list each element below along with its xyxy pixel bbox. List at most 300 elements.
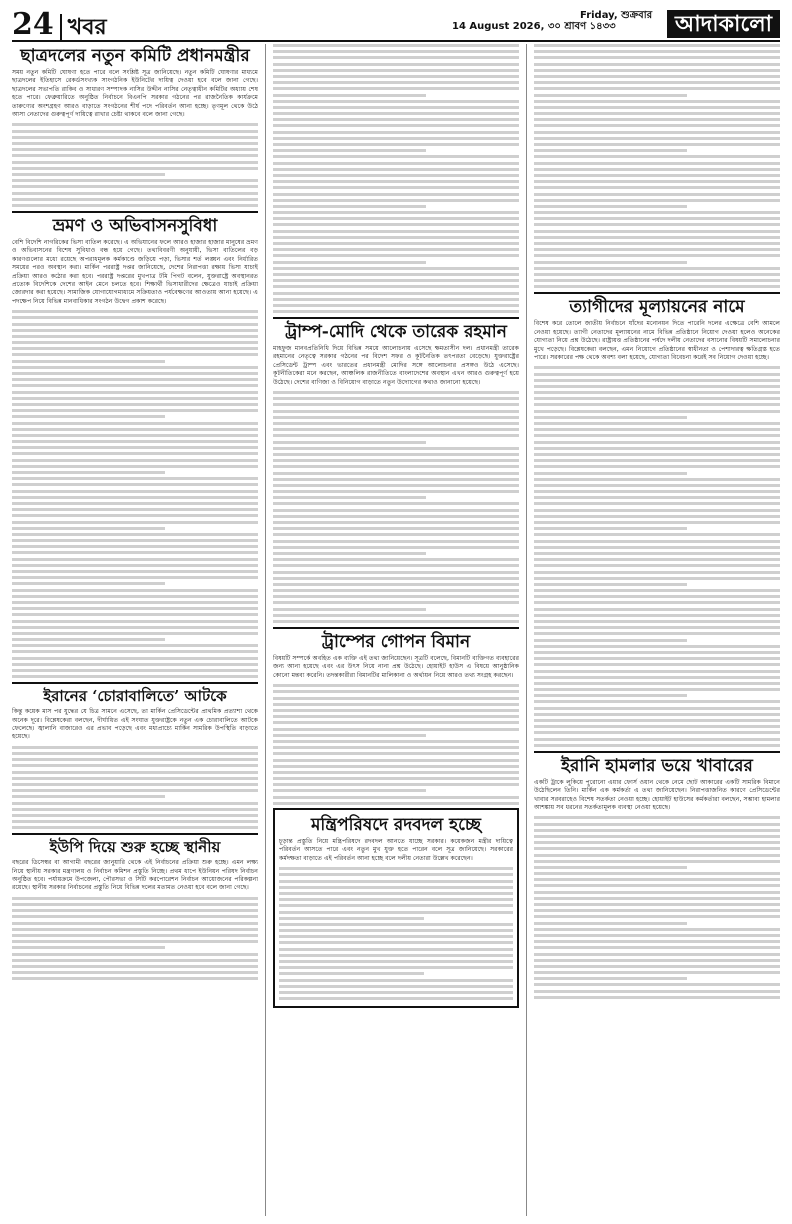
text-line xyxy=(534,620,780,623)
text-line xyxy=(534,546,780,549)
text-line xyxy=(273,149,426,152)
text-line xyxy=(534,645,780,648)
text-line xyxy=(534,162,780,165)
text-line xyxy=(534,521,780,524)
column-divider xyxy=(526,44,527,1216)
text-line xyxy=(534,657,780,660)
text-line xyxy=(279,935,513,938)
text-line xyxy=(273,771,519,774)
divider xyxy=(534,751,780,753)
text-line xyxy=(534,385,780,388)
text-line xyxy=(12,582,165,585)
text-line xyxy=(534,915,780,918)
divider xyxy=(12,211,258,213)
text-line xyxy=(273,571,519,574)
text-line xyxy=(279,917,424,920)
text-line xyxy=(273,193,519,196)
text-line xyxy=(12,130,258,133)
text-line xyxy=(534,571,780,574)
text-line xyxy=(273,106,519,109)
text-lines xyxy=(534,44,780,288)
text-line xyxy=(279,985,513,988)
text-line xyxy=(534,731,780,734)
text-line xyxy=(273,155,519,158)
divider xyxy=(273,627,519,629)
text-line xyxy=(534,577,780,580)
column-2 xyxy=(273,44,519,1216)
text-line xyxy=(534,155,780,158)
text-line xyxy=(534,441,780,444)
text-line xyxy=(279,867,513,870)
text-line xyxy=(273,608,426,611)
text-line xyxy=(534,137,780,140)
columns xyxy=(12,44,780,1216)
text-line xyxy=(534,248,780,251)
text-line xyxy=(12,514,258,517)
text-line xyxy=(273,515,519,518)
text-line xyxy=(273,304,519,307)
text-line xyxy=(534,50,780,53)
newspaper-logo: আদাকালো xyxy=(667,10,780,38)
text-line xyxy=(273,211,519,214)
text-line xyxy=(12,502,258,505)
text-line xyxy=(534,909,780,912)
text-lines xyxy=(12,123,258,206)
text-line xyxy=(273,759,519,762)
text-line xyxy=(534,143,780,146)
text-line xyxy=(273,752,519,755)
text-line xyxy=(12,329,258,332)
text-line xyxy=(273,422,519,425)
text-line xyxy=(273,94,426,97)
text-line xyxy=(534,626,780,629)
text-line xyxy=(279,954,513,957)
text-line xyxy=(534,564,780,567)
text-line xyxy=(12,789,258,792)
text-line xyxy=(273,248,519,251)
text-line xyxy=(273,285,519,288)
text-line xyxy=(534,112,780,115)
text-line xyxy=(273,601,519,604)
text-line xyxy=(273,789,426,792)
text-line xyxy=(12,940,258,943)
text-line xyxy=(273,540,519,543)
text-line xyxy=(273,447,519,450)
text-line xyxy=(12,564,258,567)
text-line xyxy=(534,410,780,413)
column-1 xyxy=(12,44,258,1216)
text-line xyxy=(534,860,780,863)
text-line xyxy=(534,100,780,103)
article-body: বছরের ডিসেম্বর বা আগামী বছরের জানুয়ারি থেকে এই নির্বাচনের প্রক্রিয়া শুরু হচ্ছে। এমন লক্ষ্য নিয়ে স্থানীয় সরকার মন্ত্রণালয় ও নির্বাচন কমিশন প্রস্তুতি নিচ্ছে। প্রথম ধাপে ইউনিয়ন পরিষদ নির্বাচন অনুষ্ঠিত হবে। পর্যায়ক্রমে উপজেলা, পৌরসভা ও সিটি করপোরেশন নির্বাচন আয়োজনের পরিকল্পনা রয়েছে। স্থানীয় সরকার নির্বাচনের প্রস্তুতি নিয়ে বিভিন্ন দলের মতামত নেওয়া হবে বলে জানা গেছে। xyxy=(12,859,258,892)
text-line xyxy=(534,971,780,974)
text-line xyxy=(534,174,780,177)
text-line xyxy=(534,223,780,226)
text-line xyxy=(534,682,780,685)
issue-date: 14 August 2026, ৩০ শ্রাবণ ১৪৩৩ xyxy=(452,21,616,32)
text-line xyxy=(534,540,780,543)
text-line xyxy=(12,391,258,394)
text-line xyxy=(273,273,519,276)
text-line xyxy=(279,873,513,876)
text-line xyxy=(534,373,780,376)
text-line xyxy=(534,279,780,282)
text-line xyxy=(273,81,519,84)
text-line xyxy=(12,415,165,418)
text-lines xyxy=(12,897,258,980)
text-line xyxy=(273,614,519,617)
article-body: বিষয়টি সম্পর্কে অবহিত এক ব্যক্তি এই তথ্য জানিয়েছেন। সূত্রটি বলেছে, বিমানটি ব্যক্তিগত ব্যবহারের জন্য আনা হয়েছে এবং এর উৎস নিয়ে নানা প্রশ্ন উঠেছে। হোয়াইট হাউস এ বিষয়ে আনুষ্ঠানিক কোনো মন্তব্য করেনি। তদন্তকারীরা বিমানটির মালিকানা ও অর্থায়ন নিয়ে আরও তথ্য সংগ্রহ করছেন। xyxy=(273,655,519,679)
text-line xyxy=(12,483,258,486)
text-line xyxy=(534,465,780,468)
text-line xyxy=(273,465,519,468)
text-line xyxy=(273,186,519,189)
text-line xyxy=(534,738,780,741)
text-line xyxy=(12,669,258,672)
text-line xyxy=(12,657,258,660)
text-line xyxy=(279,948,513,951)
text-line xyxy=(534,639,687,642)
text-line xyxy=(534,44,780,47)
text-line xyxy=(273,472,519,475)
text-line xyxy=(273,50,519,53)
text-line xyxy=(279,972,424,975)
text-line xyxy=(12,465,258,468)
text-line xyxy=(12,496,258,499)
text-line xyxy=(273,205,426,208)
text-line xyxy=(273,589,519,592)
text-line xyxy=(273,527,519,530)
text-line xyxy=(12,632,258,635)
text-line xyxy=(273,434,519,437)
text-line xyxy=(12,814,258,817)
text-line xyxy=(534,63,780,66)
text-line xyxy=(534,490,780,493)
text-line xyxy=(273,298,519,301)
text-line xyxy=(534,940,780,943)
article-headline: ইউপি দিয়ে শুরু হচ্ছে স্থানীয় xyxy=(49,838,221,857)
text-line xyxy=(273,740,519,743)
text-line xyxy=(12,675,258,678)
column-3 xyxy=(534,44,780,1216)
text-line xyxy=(534,676,780,679)
text-line xyxy=(273,703,519,706)
article-body: কিন্তু কয়েক মাস পর যুদ্ধের যে চিত্র সামনে এসেছে, তা মার্কিন প্রেসিডেন্টের প্রাথমিক প্রত্যাশা থেকে অনেক দূরে। বিশ্লেষকেরা বলছেন, দীর্ঘায়িত এই সংঘাত যুক্তরাষ্ট্রকে নতুন এক চোরাবালিতে আটকে ফেলেছে। জ্বালানি বাজারেও এর প্রভাব পড়েছে এবং মধ্যপ্রাচ্যে মার্কিন সামরিক উপস্থিতি বাড়াতে হয়েছে। xyxy=(12,708,258,741)
text-line xyxy=(12,148,258,151)
article-body: সময় নতুন কমিটি ঘোষণা হতে পারে বলে সংশ্লিষ্ট সূত্র জানিয়েছে। নতুন কমিটি ঘোষণার মাধ্যমে ছাত্রদলের ইতিহাসে রেকর্ডসংখ্যক সাংগঠনিক ইউনিটের দায়িত্ব দেওয়া হবে বলে জানা গেছে। ছাত্রদলের সভাপতি রাকিব ও সাধারণ সম্পাদক নাসির উদ্দীন নাসির নেতৃত্বাধীন কমিটির অধ্যায় শেষ হতে পারে। ফেব্রুয়ারিতে অনুষ্ঠিত নির্বাচনে বিএনপি সরকার গঠনের পর রাজনৈতিক কার্যক্রমে তারুণ্যের অংশগ্রহণ আরও বাড়াতে সংগঠনের শীর্ষ পদে পরিবর্তন আনা হচ্ছে। তৃণমূল থেকে উঠে আসা নেতাদের গুরুত্বপূর্ণ দায়িত্বে রাখার চেষ্টা থাকবে বলে জানা গেছে। xyxy=(12,69,258,119)
article-body: বিশেষ করে তোলে জাতীয় নির্বাচনে যাঁদের মনোনয়ন দিতে পারেনি দলের এক্ষেত্রে বেশি আমলে নেওয়া হয়েছে। ত্যাগী নেতাদের মূল্যায়নের নামে বিভিন্ন প্রতিষ্ঠানে নিয়োগ দেওয়া হলেও অনেকের যোগ্যতা নিয়ে প্রশ্ন উঠেছে। রাষ্ট্রায়ত্ত প্রতিষ্ঠানের পর্ষদে দলীয় নেতাদের বসানোর বিষয়টি সমালোচনার মুখে পড়েছে। বিশ্লেষকেরা বলছেন, এমন নিয়োগে প্রতিষ্ঠানের স্বাধীনতা ও পেশাদারত্ব ক্ষতিগ্রস্ত হতে পারে। সরকারের পক্ষ থেকে অবশ্য বলা হয়েছে, যোগ্যতা বিবেচনা করেই সব নিয়োগ দেওয়া হচ্ছে। xyxy=(534,320,780,361)
text-line xyxy=(273,595,519,598)
text-line xyxy=(534,847,780,850)
text-line xyxy=(273,87,519,90)
text-line xyxy=(12,459,258,462)
text-line xyxy=(273,684,519,687)
text-line xyxy=(279,991,513,994)
text-line xyxy=(273,564,519,567)
text-line xyxy=(12,198,258,201)
text-line xyxy=(534,595,780,598)
text-line xyxy=(534,990,780,993)
text-line xyxy=(12,154,258,157)
article-headline: ট্রাম্প-মোদি থেকে তারেক রহমান xyxy=(285,322,507,343)
text-lines xyxy=(279,867,513,1000)
text-line xyxy=(12,384,258,387)
text-line xyxy=(534,878,780,881)
text-line xyxy=(534,478,780,481)
text-line xyxy=(273,391,519,394)
text-line xyxy=(534,719,780,722)
text-line xyxy=(534,81,780,84)
text-line xyxy=(12,758,258,761)
text-line xyxy=(534,823,780,826)
text-line xyxy=(12,915,258,918)
article-body: বেশি বিদেশি নাগরিকের ভিসা বাতিল করেছে। এ অভিযানের ফলে আরও হাজার হাজার মানুষের ভ্রমণ ও অভিবাসনের বিশেষ সুবিধাও বন্ধ হয়ে গেছে। তথ্যবিবরণী অনুযায়ী, ভিসা বাতিলের বড় কারণগুলোর মধ্যে রয়েছে অপরাধমূলক কর্মকাণ্ডে জড়িয়ে পড়া, ভিসার শর্ত লঙ্ঘন এবং নির্ধারিত সময়ের পরও অবস্থান করা। মার্কিন পররাষ্ট্র দপ্তর জানিয়েছে, দেশের নিরাপত্তা রক্ষায় ভিসা যাচাই প্রক্রিয়া আরও কঠোর করা হবে। পররাষ্ট্র দপ্তরের মুখপাত্র টমি পিগট বলেন, যুক্তরাষ্ট্রে অবস্থানরত প্রত্যেক বিদেশিকে দেশের আইন মেনে চলতে হবে। শিক্ষার্থী ভিসাধারীদের ক্ষেত্রেও যাচাই প্রক্রিয়া জোরদার করা হয়েছে। সামাজিক যোগাযোগমাধ্যমে সক্রিয়তাও পর্যবেক্ষণের আওতায় আনা হয়েছে। এ পদক্ষেপ নিয়ে বিভিন্ন মানবাধিকার সংগঠন উদ্বেগ প্রকাশ করেছে। xyxy=(12,238,258,305)
text-line xyxy=(12,558,258,561)
text-line xyxy=(12,173,165,176)
text-line xyxy=(12,783,258,786)
text-line xyxy=(534,75,780,78)
text-line xyxy=(273,44,519,47)
text-line xyxy=(273,397,519,400)
text-line xyxy=(279,966,513,969)
column-divider xyxy=(265,44,266,1216)
article-body: মাহফুজ মানবপ্রতিনিধি দিয়ে বিভিন্ন সময়ে আলোচনায় এসেছে ক্ষমতাসীন দল। প্রধানমন্ত্রী তারেক রহমানের নেতৃত্বে সরকার গঠনের পর বিদেশ সফর ও কূটনৈতিক তৎপরতা বেড়েছে। যুক্তরাষ্ট্রের প্রেসিডেন্ট ট্রাম্প এবং ভারতের প্রধানমন্ত্রী মোদির সঙ্গে আলোচনার প্রসঙ্গও উঠে এসেছে। কূটনীতিকেরা মনে করছেন, আঞ্চলিক রাজনীতিতে বাংলাদেশের অবস্থান এখন আরও গুরুত্বপূর্ণ হয়ে উঠেছে। দেশের বাণিজ্য ও বিনিয়োগ বাড়াতে নতুন উদ্যোগের কথাও জানানো হয়েছে। xyxy=(273,345,519,386)
text-line xyxy=(534,118,780,121)
divider xyxy=(534,292,780,294)
text-line xyxy=(534,552,780,555)
text-line xyxy=(12,953,258,956)
text-line xyxy=(273,478,519,481)
text-line xyxy=(273,75,519,78)
text-line xyxy=(534,459,780,462)
text-line xyxy=(12,644,258,647)
text-line xyxy=(12,897,258,900)
text-line xyxy=(534,651,780,654)
text-line xyxy=(534,688,780,691)
text-line xyxy=(279,886,513,889)
text-line xyxy=(12,971,258,974)
text-line xyxy=(12,440,258,443)
text-line xyxy=(534,713,780,716)
text-line xyxy=(12,764,258,767)
masthead xyxy=(12,6,780,42)
text-line xyxy=(12,539,258,542)
text-line xyxy=(534,515,780,518)
text-line xyxy=(534,533,780,536)
text-line xyxy=(273,690,519,693)
text-line xyxy=(273,118,519,121)
text-line xyxy=(273,261,426,264)
text-line xyxy=(273,56,519,59)
text-line xyxy=(12,752,258,755)
text-line xyxy=(12,490,258,493)
text-line xyxy=(273,746,519,749)
text-line xyxy=(273,484,519,487)
text-line xyxy=(12,533,258,536)
text-line xyxy=(12,545,258,548)
text-line xyxy=(534,959,780,962)
text-lines xyxy=(273,44,519,313)
text-lines xyxy=(534,816,780,998)
text-line xyxy=(273,796,519,799)
text-line xyxy=(273,292,519,295)
text-line xyxy=(273,137,519,140)
text-line xyxy=(12,403,258,406)
text-line xyxy=(273,715,519,718)
text-lines xyxy=(534,366,780,746)
text-line xyxy=(534,509,780,512)
text-line xyxy=(279,960,513,963)
text-line xyxy=(12,570,258,573)
text-line xyxy=(534,211,780,214)
text-line xyxy=(12,310,258,313)
text-line xyxy=(534,193,780,196)
text-line xyxy=(534,744,780,747)
text-line xyxy=(534,502,780,505)
text-line xyxy=(534,670,780,673)
text-line xyxy=(534,527,687,530)
text-line xyxy=(273,124,519,127)
section-name: খবর xyxy=(60,14,107,40)
text-line xyxy=(273,697,519,700)
text-line xyxy=(273,783,519,786)
text-line xyxy=(534,472,687,475)
text-line xyxy=(534,601,780,604)
divider xyxy=(12,833,258,835)
text-line xyxy=(12,795,165,798)
text-line xyxy=(534,236,780,239)
text-line xyxy=(534,391,780,394)
text-line xyxy=(273,254,519,257)
text-line xyxy=(534,903,780,906)
text-line xyxy=(534,884,780,887)
text-line xyxy=(12,820,258,823)
text-line xyxy=(12,192,258,195)
text-line xyxy=(12,946,165,949)
text-line xyxy=(534,149,687,152)
text-line xyxy=(12,959,258,962)
text-line xyxy=(273,577,519,580)
text-line xyxy=(12,316,258,319)
text-line xyxy=(12,185,258,188)
text-line xyxy=(534,94,687,97)
text-line xyxy=(12,650,258,653)
page-number: 24 xyxy=(12,7,54,42)
text-line xyxy=(273,267,519,270)
text-line xyxy=(534,996,780,999)
text-line xyxy=(534,977,687,980)
text-line xyxy=(12,595,258,598)
article-body: চূড়ান্ত প্রস্তুতি নিয়ে মন্ত্রিপরিষদে রদবদল আনতে যাচ্ছে সরকার। কয়েকজন মন্ত্রীর দায়িত্বে পরিবর্তন আসতে পারে এবং নতুন মুখ যুক্ত হতে পারেন বলে সূত্র জানিয়েছে। সরকারের কর্মদক্ষতা বাড়াতে এই পরিবর্তন আনা হচ্ছে বলে দলীয় নেতারা উল্লেখ করেছেন। xyxy=(279,838,513,862)
text-line xyxy=(534,614,780,617)
text-line xyxy=(12,965,258,968)
text-line xyxy=(12,638,165,641)
text-line xyxy=(12,422,258,425)
text-line xyxy=(12,347,258,350)
text-line xyxy=(12,397,258,400)
text-line xyxy=(534,186,780,189)
text-line xyxy=(534,725,780,728)
text-line xyxy=(12,335,258,338)
article-headline: ত্যাগীদের মূল্যায়নের নামে xyxy=(569,297,745,318)
text-line xyxy=(273,310,519,313)
text-line xyxy=(12,123,258,126)
article-headline: ট্রাম্পের গোপন বিমান xyxy=(321,632,471,653)
text-line xyxy=(534,872,780,875)
text-line xyxy=(534,403,780,406)
text-line xyxy=(279,898,513,901)
text-line xyxy=(12,136,258,139)
text-line xyxy=(273,583,519,586)
text-line xyxy=(273,223,519,226)
text-line xyxy=(12,477,258,480)
text-line xyxy=(12,777,258,780)
text-line xyxy=(534,366,780,369)
text-line xyxy=(534,416,687,419)
text-line xyxy=(279,923,513,926)
text-line xyxy=(12,527,165,530)
text-line xyxy=(12,428,258,431)
text-line xyxy=(12,179,258,182)
text-line xyxy=(273,131,519,134)
text-line xyxy=(534,267,780,270)
text-lines xyxy=(12,746,258,829)
text-line xyxy=(12,576,258,579)
text-line xyxy=(534,199,780,202)
text-line xyxy=(279,979,513,982)
text-line xyxy=(273,453,519,456)
text-line xyxy=(534,589,780,592)
text-line xyxy=(12,620,258,623)
text-line xyxy=(534,447,780,450)
text-line xyxy=(534,694,687,697)
text-line xyxy=(12,360,165,363)
text-line xyxy=(12,903,258,906)
text-line xyxy=(534,953,780,956)
text-line xyxy=(273,168,519,171)
text-line xyxy=(273,533,519,536)
text-line xyxy=(12,142,258,145)
text-line xyxy=(534,106,780,109)
text-line xyxy=(273,802,519,805)
text-line xyxy=(534,983,780,986)
text-line xyxy=(12,626,258,629)
text-line xyxy=(534,261,687,264)
text-line xyxy=(273,100,519,103)
text-line xyxy=(534,254,780,257)
text-line xyxy=(12,204,258,207)
text-line xyxy=(12,613,258,616)
text-line xyxy=(534,816,780,819)
text-line xyxy=(273,546,519,549)
text-line xyxy=(12,446,258,449)
text-line xyxy=(534,428,780,431)
text-line xyxy=(534,379,780,382)
text-line xyxy=(534,854,780,857)
text-line xyxy=(273,490,519,493)
text-line xyxy=(273,199,519,202)
text-line xyxy=(273,174,519,177)
text-line xyxy=(534,69,780,72)
text-line xyxy=(273,441,426,444)
text-line xyxy=(12,934,258,937)
text-line xyxy=(12,521,258,524)
text-line xyxy=(12,161,258,164)
text-line xyxy=(273,777,519,780)
text-line xyxy=(534,946,780,949)
text-line xyxy=(273,734,426,737)
text-line xyxy=(534,285,780,288)
